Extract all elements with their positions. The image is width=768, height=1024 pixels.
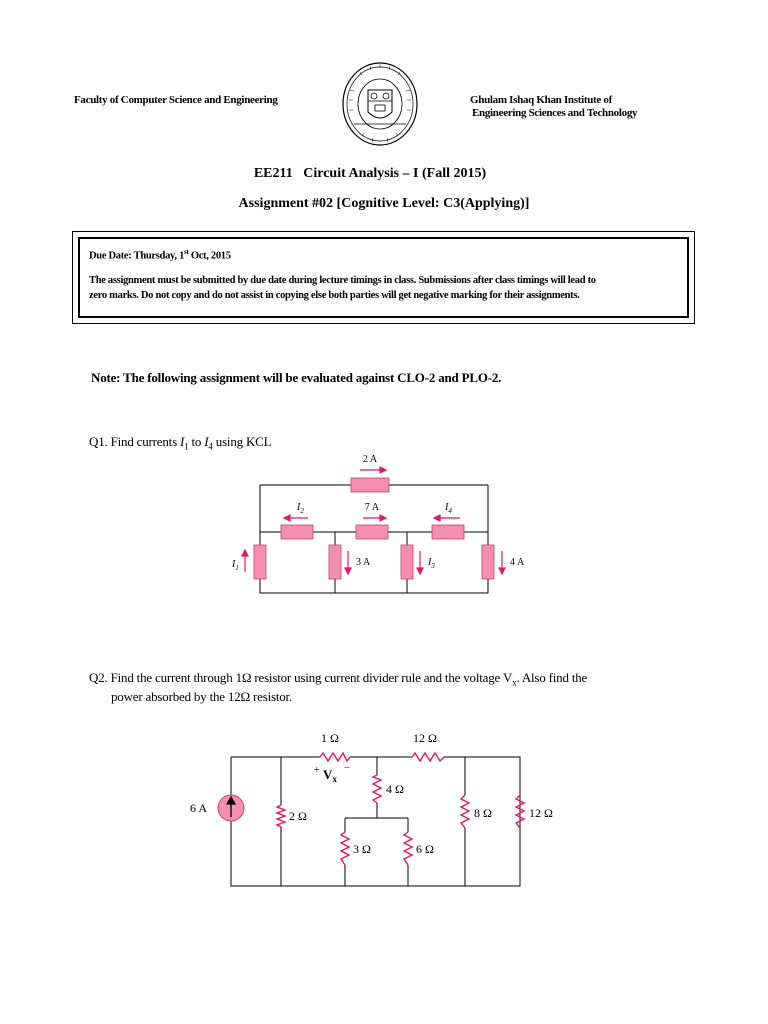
label-i1: $I_1$	[232, 559, 239, 572]
3a-element	[329, 545, 341, 579]
label-i3: $I_3$	[428, 557, 435, 570]
i2-branch-resistor	[281, 525, 313, 539]
kcl-circuit-diagram	[220, 448, 550, 608]
label-4-ohm: 4 Ω	[386, 782, 404, 796]
course-title: EE211 Circuit Analysis – I (Fall 2015)	[253, 166, 487, 181]
resistor-6-ohm	[404, 832, 412, 865]
resistor-4-ohm	[373, 775, 381, 803]
label-6-ohm: 6 Ω	[416, 842, 434, 856]
label-i4: $I_4$	[445, 502, 452, 515]
label-minus: −	[344, 763, 350, 774]
label-4a: 4 A	[510, 557, 525, 568]
label-2a: 2 A	[362, 454, 378, 465]
resistor-2-ohm	[277, 805, 285, 827]
i3-element	[401, 545, 413, 579]
label-12-ohm-side: 12 Ω	[529, 806, 553, 820]
7a-branch-resistor	[356, 525, 388, 539]
question-2-line1: Q2. Find the current through 1Ω resistor using current divider rule and the voltage $V_x$. Also find the	[89, 670, 588, 688]
label-2-ohm: 2 Ω	[289, 809, 307, 823]
label-8-ohm: 8 Ω	[474, 806, 492, 820]
institute-name-line1: Ghulam Ishaq Khan Institute of	[470, 94, 612, 106]
label-6a: 6 A	[190, 801, 208, 815]
label-3-ohm: 3 Ω	[353, 842, 371, 856]
evaluation-note: Note: The following assignment will be evaluated against CLO-2 and PLO-2.	[91, 370, 502, 385]
resistor-12-ohm-top	[412, 753, 444, 761]
label-i2: $I_2$	[297, 502, 304, 515]
4a-element	[482, 545, 494, 579]
label-3a: 3 A	[356, 557, 371, 568]
resistor-8-ohm	[461, 795, 469, 828]
label-12-ohm-top: 12 Ω	[413, 731, 437, 745]
due-date: Due Date: Thursday, 1st Oct, 2015	[89, 248, 231, 262]
i4-branch-resistor	[432, 525, 464, 539]
submission-rule-line2: zero marks. Do not copy and do not assist in copying else both parties will get negative marking for their assignments.	[89, 290, 580, 301]
question-1: Q1. Find currents $I_1$ to $I_4$ using KCL	[89, 434, 272, 452]
submission-rule-line1: The assignment must be submitted by due date during lecture timings in class. Submissions after class timings will lead to	[89, 275, 596, 286]
question-2-line2: power absorbed by the 12Ω resistor.	[111, 689, 293, 704]
assignment-title: Assignment #02 [Cognitive Level: C3(Applying)]	[238, 196, 530, 211]
label-plus: +	[314, 765, 320, 776]
label-7a: 7 A	[364, 502, 380, 513]
i1-element	[254, 545, 266, 579]
label-vx: $V_x$	[323, 767, 337, 784]
current-divider-circuit-diagram	[180, 725, 580, 900]
resistor-3-ohm	[341, 832, 349, 865]
faculty-name: Faculty of Computer Science and Engineering	[74, 94, 278, 106]
top-branch-resistor	[351, 478, 389, 492]
notice-box	[72, 231, 695, 324]
institute-name-line2: Engineering Sciences and Technology	[472, 107, 638, 119]
resistor-1-ohm	[320, 753, 350, 761]
institute-seal-logo	[340, 60, 420, 148]
label-1-ohm: 1 Ω	[321, 731, 339, 745]
